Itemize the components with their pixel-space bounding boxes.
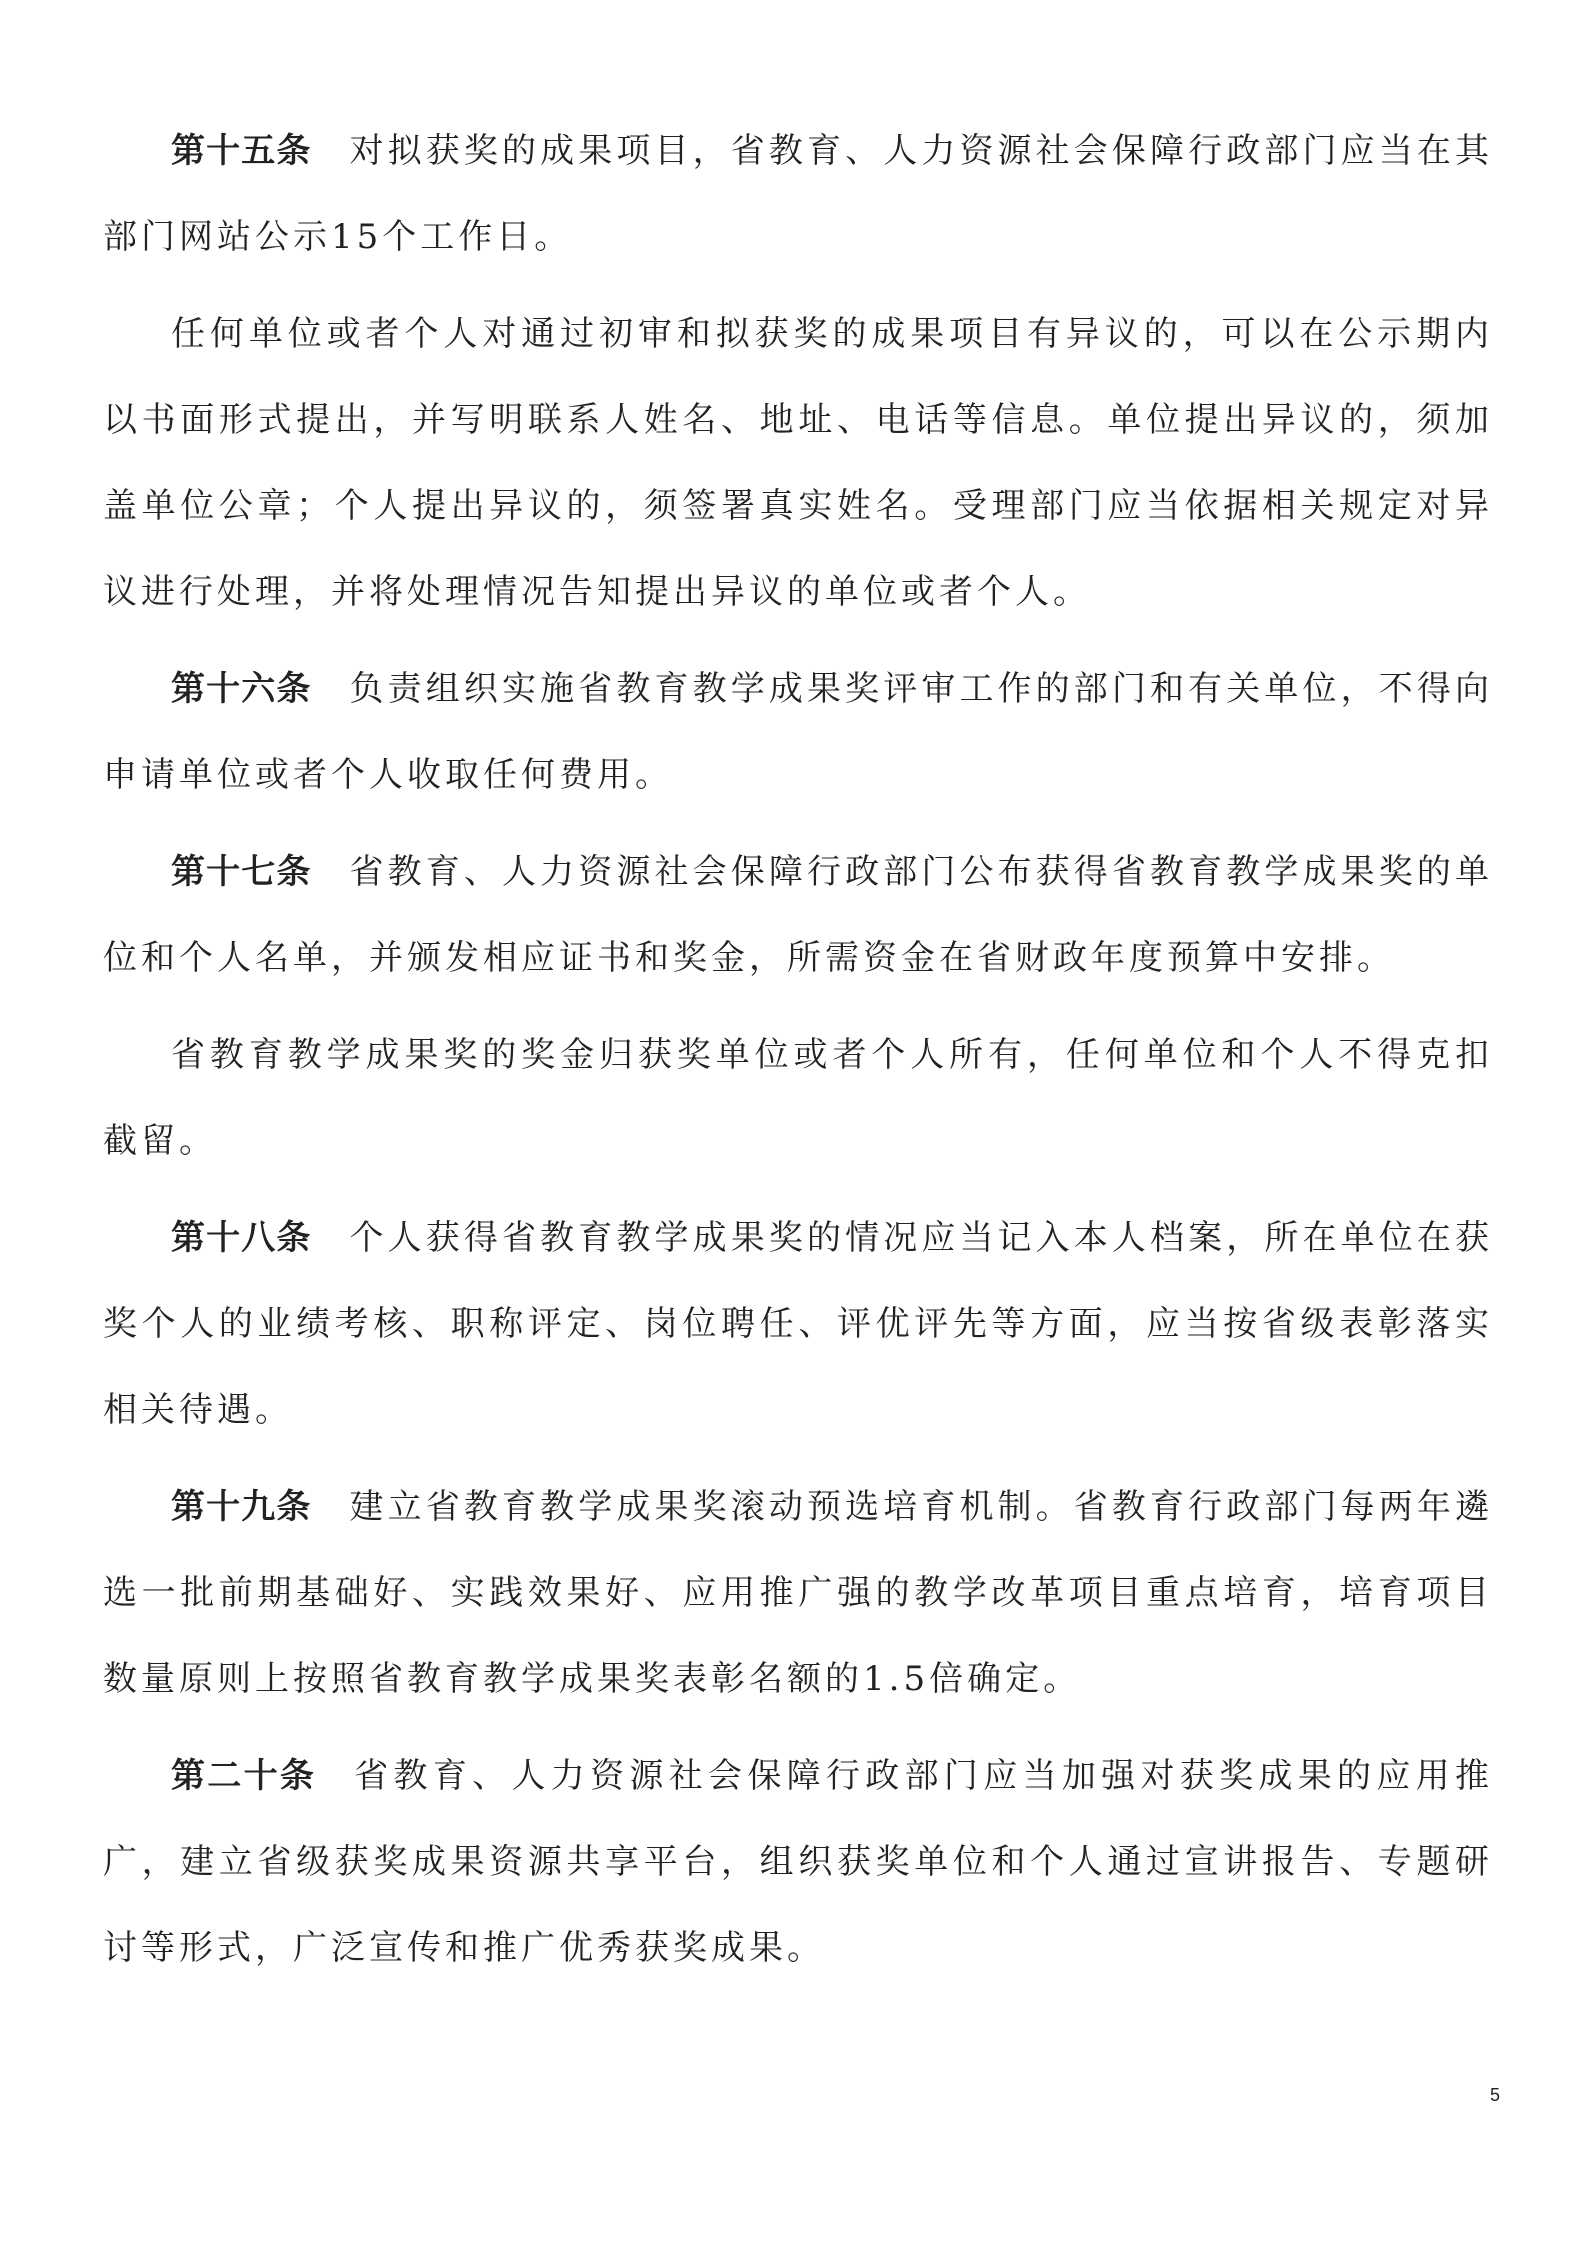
article-17-prize-text: 省教育教学成果奖的奖金归获奖单位或者个人所有，任何单位和个人不得克扣截留。: [103, 1035, 1493, 1161]
page-number: 5: [1489, 2085, 1500, 2105]
article-16-paragraph: [103, 646, 1493, 818]
article-19-text: 建立省教育教学成果奖滚动预选培育机制。省教育行政部门每两年遴选一批前期基础好、实践效果好、应用推广强的教学改革项目重点培育，培育项目数量原则上按照省教育教学成果奖表彰名额的1.5倍确定。: [103, 1487, 1494, 1699]
article-15-text: 对拟获奖的成果项目，省教育、人力资源社会保障行政部门应当在其部门网站公示15个工作日。: [103, 131, 1494, 257]
article-18-label: 第十八条: [171, 1218, 312, 1258]
article-16-text: 负责组织实施省教育教学成果奖评审工作的部门和有关单位，不得向申请单位或者个人收取任何费用。: [103, 669, 1494, 795]
article-15-objection-text: 任何单位或者个人对通过初审和拟获奖的成果项目有异议的，可以在公示期内以书面形式提出，并写明联系人姓名、地址、电话等信息。单位提出异议的，须加盖单位公章；个人提出异议的，须签署真实姓名。受理部门应当依据相关规定对异议进行处理，并将处理情况告知提出异议的单位或者个人。: [103, 314, 1493, 612]
article-17-prize-paragraph: [103, 1012, 1493, 1184]
article-18-text: 个人获得省教育教学成果奖的情况应当记入本人档案，所在单位在获奖个人的业绩考核、职称评定、岗位聘任、评优评先等方面，应当按省级表彰落实相关待遇。: [103, 1218, 1494, 1430]
article-15-objection-paragraph: [103, 291, 1493, 635]
article-15-paragraph: [103, 108, 1493, 280]
article-16-label: 第十六条: [171, 669, 312, 709]
article-18-paragraph: [103, 1195, 1493, 1453]
article-17-label: 第十七条: [171, 852, 312, 892]
article-20-text: 省教育、人力资源社会保障行政部门应当加强对获奖成果的应用推广，建立省级获奖成果资源共享平台，组织获奖单位和个人通过宣讲报告、专题研讨等形式，广泛宣传和推广优秀获奖成果。: [103, 1756, 1493, 1968]
article-20-paragraph: [103, 1733, 1493, 1991]
article-15-label: 第十五条: [171, 131, 312, 171]
document-page: [103, 108, 1493, 2002]
article-17-text: 省教育、人力资源社会保障行政部门公布获得省教育教学成果奖的单位和个人名单，并颁发相应证书和奖金，所需资金在省财政年度预算中安排。: [103, 852, 1494, 978]
article-19-label: 第十九条: [171, 1487, 312, 1527]
article-19-paragraph: [103, 1464, 1493, 1722]
article-20-label: 第二十条: [171, 1756, 317, 1796]
article-17-paragraph: [103, 829, 1493, 1001]
